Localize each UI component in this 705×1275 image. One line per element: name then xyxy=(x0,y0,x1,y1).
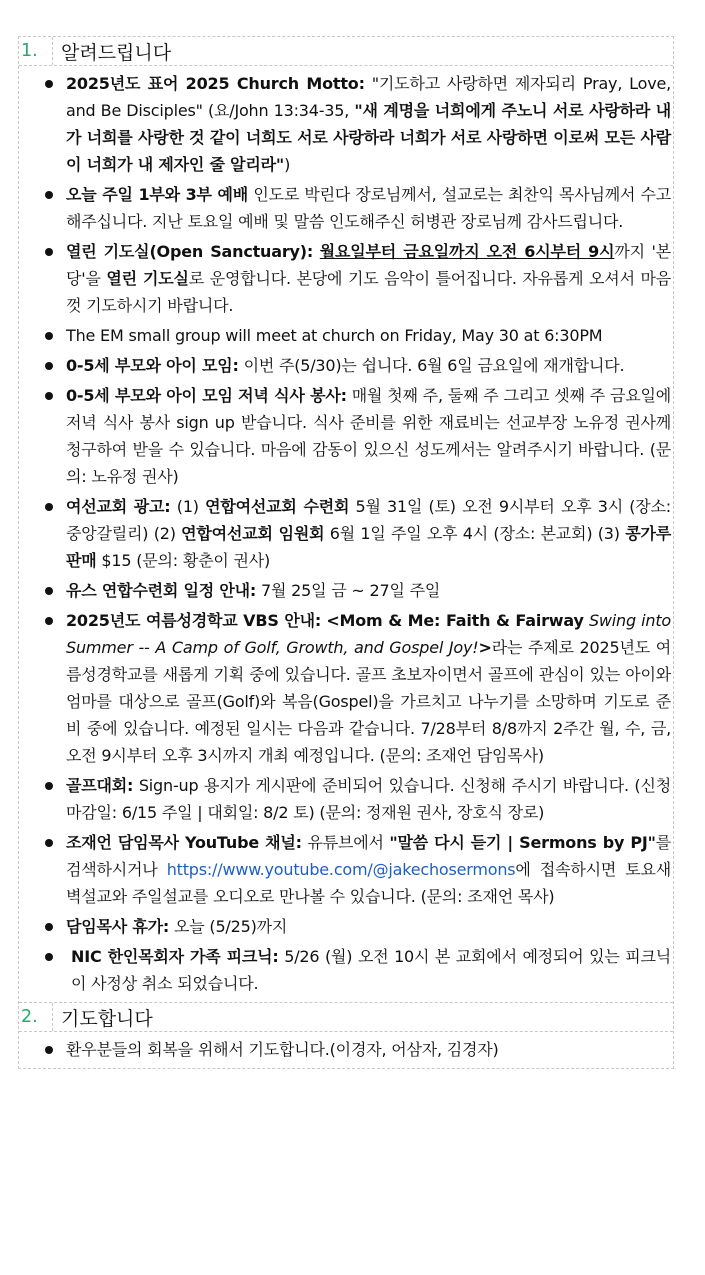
prayer-list xyxy=(19,1032,673,1068)
women-bold-2: 연합여선교회 임원회 xyxy=(181,524,325,543)
vbs-title-italic: Swing into Summer -- A Camp of Golf, Growth, and Gospel Joy! xyxy=(66,611,671,657)
section-header-announcements xyxy=(19,37,673,66)
motto-close: ) xyxy=(284,155,291,174)
item-text: 5/26 (월) 오전 10시 본 교회에서 예정되어 있는 피크닉이 사정상 취소 되었습니다. xyxy=(71,947,672,993)
list-item-youth xyxy=(19,577,673,604)
item-text: 환우분들의 회복을 위해서 기도합니다.(이경자, 어삼자, 김경자) xyxy=(66,1040,499,1059)
youtube-link[interactable]: https://www.youtube.com/@jakechosermons xyxy=(166,860,516,879)
motto-ref: (요/John 13:34-35, xyxy=(207,101,350,120)
item-text: 7월 25일 금 ~ 27일 주일 xyxy=(261,581,441,600)
item-text: Sign-up 용지가 게시판에 준비되어 있습니다. 신청해 주시기 바랍니다. (신청 마감일: 6/15 주일 | 대회일: 8/2 토) (문의: 정재원 권사, 장호식 장로) xyxy=(66,776,671,822)
item-lead: 2025년도 여름성경학교 VBS 안내: xyxy=(66,611,322,630)
women-bold-1: 연합여선교회 수련회 xyxy=(205,497,350,516)
list-item-parents xyxy=(19,352,673,379)
item-text: 매월 첫째 주, 둘째 주 그리고 셋째 주 금요일에 저녁 식사 봉사 sign up 받습니다. 식사 준비를 위한 재료비는 선교부장 노유정 권사께 청구하여 받을 수 있습니다. 마음에 감동이 있으신 성도께서는 알려주시기 바랍니다. (문의: 노유정 권사) xyxy=(66,386,671,486)
vbs-title-close: > xyxy=(478,638,492,657)
item-lead: 0-5세 부모와 아이 모임 저녁 식사 봉사: xyxy=(66,386,347,405)
item-text: 에 접속하시면 토요새벽설교와 주일설교를 오디오로 만나볼 수 있습니다. (문의: 조재언 목사) xyxy=(66,860,671,906)
list-item-worship xyxy=(19,181,673,235)
sanctuary-time: 월요일부터 금요일까지 오전 6시부터 9시 xyxy=(319,242,615,261)
youtube-channel-name: "말씀 다시 듣기 | Sermons by PJ" xyxy=(389,833,656,852)
item-text: 로 운영합니다. 본당에 기도 음악이 틀어집니다. 자유롭게 오셔서 마음껏 기도하시기 바랍니다. xyxy=(66,269,671,315)
item-text: 라는 주제로 2025년도 여름성경학교를 새롭게 기획 중에 있습니다. 골프 초보자이면서 골프에 관심이 있는 아이와 엄마를 대상으로 골프(Golf)와 복음(Gospel)을 가르치고 나누기를 소망하며 기도로 준비 중에 있습니다. 예정된 일시는 다음과 같습니다. 7/28부터 8/8까지 2주간 월, 수, 금, 오전 9시부터 오후 3시까지 개최 예정입니다. (문의: 조재언 담임목사) xyxy=(66,638,672,765)
item-text: 이번 주(5/30)는 쉽니다. 6월 6일 금요일에 재개합니다. xyxy=(243,356,625,375)
item-text: (1) xyxy=(176,497,199,516)
item-text: The EM small group will meet at church on Friday, May 30 at 6:30PM xyxy=(66,326,603,345)
item-lead: 조재언 담임목사 YouTube 채널: xyxy=(66,833,302,852)
section-title: 기도합니다 xyxy=(61,1007,153,1030)
sanctuary-bold: 열린 기도실 xyxy=(106,269,189,288)
item-lead: NIC 한인목회자 가족 피크닉: xyxy=(71,947,279,966)
item-text: 6월 1일 주일 오후 4시 (장소: 본교회) (3) xyxy=(329,524,620,543)
bulletin-announcements xyxy=(18,36,674,1069)
item-text: 까지 '본당'을 xyxy=(66,242,671,288)
section-number: 2. xyxy=(19,1003,53,1031)
list-item-sanctuary xyxy=(19,238,673,319)
section-number: 1. xyxy=(19,37,53,65)
list-item-prayer xyxy=(19,1036,673,1063)
list-item-vbs xyxy=(19,607,673,769)
list-item-em-small-group xyxy=(19,322,673,349)
announcement-list xyxy=(19,66,673,1002)
item-text: 인도로 박린다 장로님께서, 설교로는 최찬익 목사님께서 수고해주십니다. 지난 토요일 예배 및 말씀 인도해주신 허병관 장로님께 감사드립니다. xyxy=(66,185,672,231)
list-item-golf xyxy=(19,772,673,826)
women-bold-3: 콩가루 판매 xyxy=(66,524,671,570)
item-lead: 여선교회 광고: xyxy=(66,497,171,516)
item-text: 5월 31일 (토) 오전 9시부터 오후 3시 (장소: 중앙갈릴리) (2) xyxy=(66,497,671,543)
list-item-motto xyxy=(19,70,673,178)
item-lead: 담임목사 휴가: xyxy=(66,917,170,936)
motto-verse: "새 계명을 너희에게 주노니 서로 사랑하라 내가 너희를 사랑한 것 같이 너희도 서로 사랑하라 너희가 서로 사랑하면 이로써 모든 사람이 너희가 내 제자인 줄 알리라" xyxy=(66,101,672,174)
list-item-picnic xyxy=(19,943,673,997)
item-text: 유튜브에서 xyxy=(307,833,384,852)
item-text: 오늘 (5/25)까지 xyxy=(174,917,288,936)
section-header-prayer xyxy=(19,1002,673,1032)
item-lead: 골프대회: xyxy=(66,776,134,795)
list-item-women xyxy=(19,493,673,574)
item-lead: 열린 기도실(Open Sanctuary): xyxy=(66,242,314,261)
item-lead: 0-5세 부모와 아이 모임: xyxy=(66,356,239,375)
list-item-dinner xyxy=(19,382,673,490)
item-lead: 유스 연합수련회 일정 안내: xyxy=(66,581,257,600)
motto-quote: "기도하고 사랑하면 제자되리 Pray, Love, and Be Disciples" xyxy=(66,74,671,120)
item-lead: 2025년도 표어 2025 Church Motto: xyxy=(66,74,365,93)
list-item-vacation xyxy=(19,913,673,940)
item-text: $15 (문의: 황춘이 권사) xyxy=(101,551,271,570)
section-title: 알려드립니다 xyxy=(61,41,172,64)
item-lead: 오늘 주일 1부와 3부 예배 xyxy=(66,185,249,204)
item-text: 를 검색하시거나 xyxy=(66,833,671,879)
list-item-youtube xyxy=(19,829,673,910)
vbs-title-open: <Mom & Me: Faith & Fairway xyxy=(326,611,584,630)
